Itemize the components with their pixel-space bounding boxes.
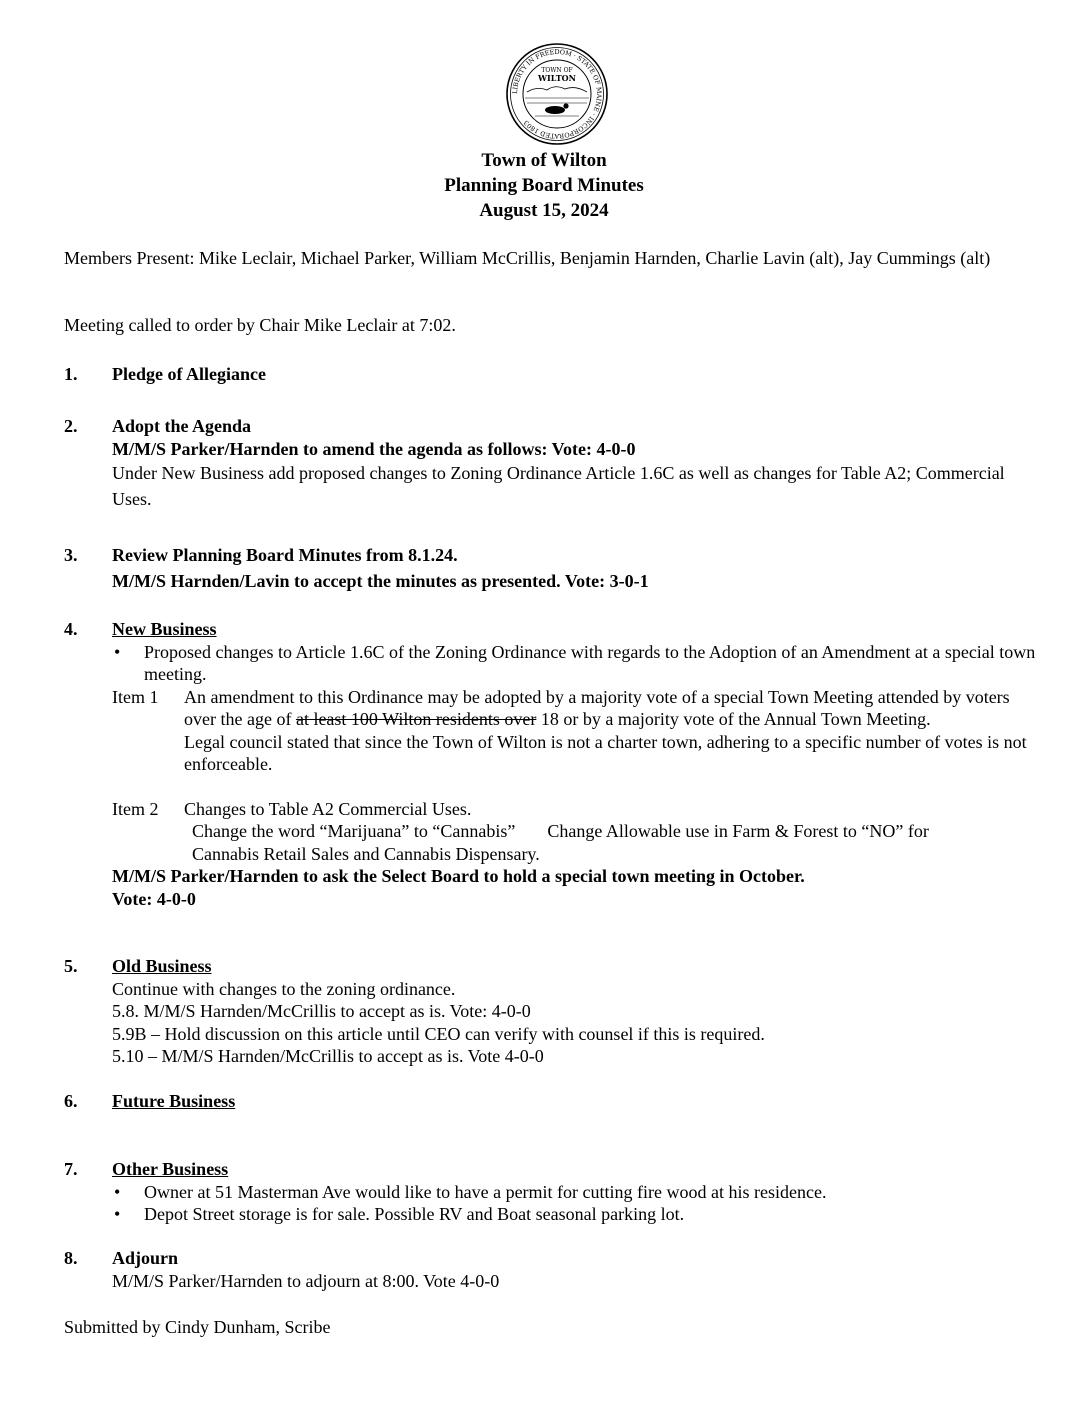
call-to-order: Meeting called to order by Chair Mike Leclair at 7:02. [64, 315, 456, 335]
list-item: • Owner at 51 Masterman Ave would like to have a permit for cutting fire wood at his residence. [114, 1181, 827, 1202]
section-number: 3. [64, 545, 78, 565]
motion-text: M/M/S Parker/Harnden to ask the Select Board to hold a special town meeting in October. [112, 866, 805, 886]
section-title: Future Business [112, 1091, 236, 1111]
struck-text: at least 100 Wilton residents over [295, 709, 537, 729]
section-title: Old Business [112, 956, 212, 976]
section-number: 4. [64, 619, 78, 639]
svg-text:LIBERTY IN FREEDOM · STATE OF [511, 48, 603, 140]
list-item: 5.8. M/M/S Harnden/McCrillis to accept as is. Vote: 4-0-0 [112, 1001, 531, 1021]
section-title: Other Business [112, 1159, 229, 1179]
list-item: 5.9B – Hold discussion on this article until CEO can verify with counsel if this is required. [112, 1023, 765, 1044]
section-title: Adopt the Agenda [112, 416, 252, 436]
title-date: August 15, 2024 [479, 200, 609, 221]
list-item: 5.10 – M/M/S Harnden/McCrillis to accept as is. Vote 4-0-0 [112, 1046, 544, 1066]
title-board: Planning Board Minutes [444, 175, 644, 196]
section-text: Under New Business add proposed changes to Zoning Ordinance Article 1.6C as well as changes for Table A2; Commercial Uses. [112, 463, 1005, 509]
title-town: Town of Wilton [481, 150, 607, 171]
vote-text: Vote: 4-0-0 [112, 888, 196, 909]
seal-ring-text: LIBERTY IN FREEDOM · STATE OF MAINE · INCORPORATED 1803 [510, 47, 604, 141]
section-number: 7. [64, 1159, 78, 1179]
section-number: 2. [64, 416, 78, 436]
section-title: Review Planning Board Minutes from 8.1.24. [112, 545, 458, 565]
seal-name-text: WILTON [538, 73, 576, 83]
list-item: Continue with changes to the zoning ordinance. [112, 978, 456, 999]
town-seal-logo [505, 42, 609, 146]
section-number: 5. [64, 956, 78, 976]
item-label: Item 2 [112, 798, 159, 819]
document-title [0, 148, 1088, 223]
seal-top-text: TOWN OF [541, 67, 573, 74]
section-title: New Business [112, 619, 217, 639]
item-2: Item 2 Changes to Table A2 Commercial Uses. Change the word “Marijuana” to “Cannabis” Change Allowable use in Farm & Forest to “NO” for Cannabis Retail Sales and Cannabis Dispensary. [112, 798, 929, 864]
section-number: 1. [64, 364, 78, 384]
section-title: Adjourn [112, 1248, 179, 1268]
item-1: Item 1 An amendment to this Ordinance may be adopted by a majority vote of a special Town Meeting attended by voters over the age of at least 100 Wilton residents over 18 or by a majority vote of the Annual Town Meeting. Legal council stated that since the Town of Wilton is not a charter town, adhering to a specific number of votes is not enforceable. [112, 686, 1042, 776]
list-item: • Proposed changes to Article 1.6C of the Zoning Ordinance with regards to the Adoption of an Amendment at a special town meeting. [114, 641, 1036, 684]
item-note: Legal council stated that since the Town of Wilton is not a charter town, adhering to a specific number of votes is not enforceable. [184, 731, 1027, 774]
section-number: 8. [64, 1248, 78, 1268]
members-present: Members Present: Mike Leclair, Michael Parker, William McCrillis, Benjamin Harnden, Charlie Lavin (alt), Jay Cummings (alt) [64, 248, 991, 268]
motion-text: M/M/S Parker/Harnden to amend the agenda as follows: Vote: 4-0-0 [112, 438, 636, 459]
section-number: 6. [64, 1091, 78, 1111]
submitted-by: Submitted by Cindy Dunham, Scribe [64, 1317, 331, 1337]
item-label: Item 1 [112, 686, 159, 707]
section-title: Pledge of Allegiance [112, 364, 266, 384]
section-text: M/M/S Parker/Harnden to adjourn at 8:00. Vote 4-0-0 [112, 1270, 500, 1291]
motion-text: M/M/S Harnden/Lavin to accept the minutes as presented. Vote: 3-0-1 [112, 571, 649, 591]
list-item: • Depot Street storage is for sale. Possible RV and Boat seasonal parking lot. [114, 1204, 685, 1224]
